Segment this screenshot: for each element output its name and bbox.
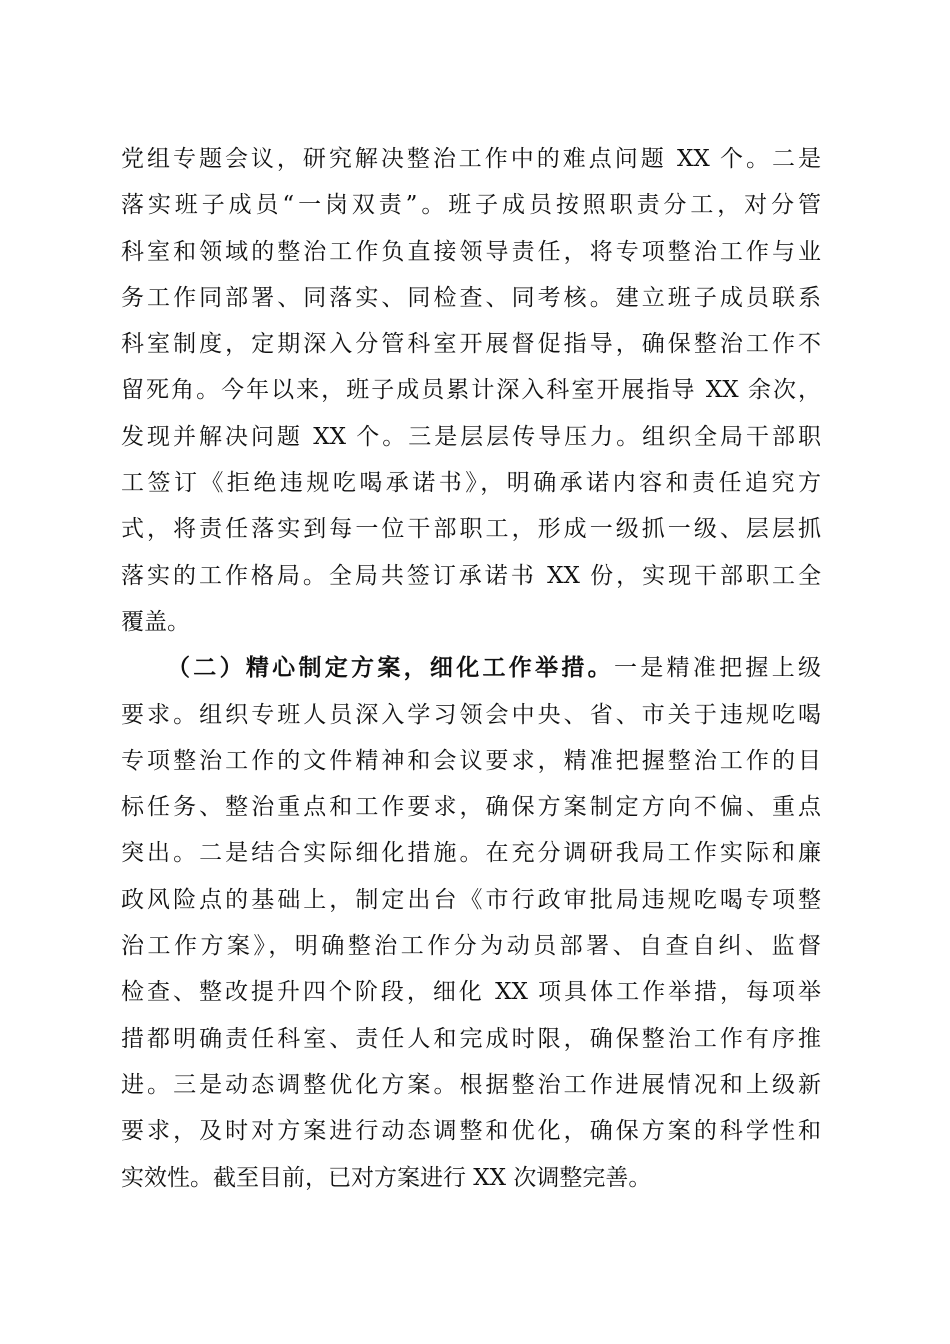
section-heading: （二）精心制定方案，细化工作举措。 [167, 654, 614, 682]
text-line: 突出。二是结合实际细化措施。在充分调研我局工作实际和廉 [121, 840, 821, 867]
text-line: 标任务、整治重点和工作要求，确保方案制定方向不偏、重点 [121, 794, 821, 821]
text-line: 科室制度，定期深入分管科室开展督促指导，确保整治工作不 [121, 331, 821, 358]
first-line-text: 一是精准把握上级 [613, 655, 822, 682]
paragraph-plan-formulation [121, 645, 821, 1201]
text-line: 措都明确责任科室、责任人和完成时限，确保整治工作有序推 [121, 1025, 821, 1052]
text-line: 落实的工作格局。全局共签订承诺书 XX 份，实现干部职工全 [121, 562, 821, 589]
text-line: 工签订《拒绝违规吃喝承诺书》，明确承诺内容和责任追究方 [121, 470, 821, 497]
text-line: 实效性。截至目前，已对方案进行 XX 次调整完善。 [121, 1164, 652, 1191]
text-line: 覆盖。 [121, 608, 190, 635]
paragraph-party-responsibility [121, 136, 821, 645]
text-line: 进。三是动态调整优化方案。根据整治工作进展情况和上级新 [121, 1071, 821, 1098]
text-line: 治工作方案》，明确整治工作分为动员部署、自查自纠、监督 [121, 933, 821, 960]
document-body [121, 136, 821, 1201]
text-line: 要求。组织专班人员深入学习领会中央、省、市关于违规吃喝 [121, 701, 821, 728]
text-line: 式，将责任落实到每一位干部职工，形成一级抓一级、层层抓 [121, 516, 821, 543]
text-line: 政风险点的基础上，制定出台《市行政审批局违规吃喝专项整 [121, 886, 821, 913]
text-line: 落实班子成员“一岗双责”。班子成员按照职责分工，对分管 [121, 192, 821, 219]
text-line: 专项整治工作的文件精神和会议要求，精准把握整治工作的目 [121, 747, 821, 774]
text-line: 留死角。今年以来，班子成员累计深入科室开展指导 XX 余次， [121, 377, 821, 404]
text-line: 科室和领域的整治工作负直接领导责任，将专项整治工作与业 [121, 238, 821, 265]
text-line: 要求，及时对方案进行动态调整和优化，确保方案的科学性和 [121, 1118, 821, 1145]
paragraph-first-line [121, 645, 821, 691]
text-line: 发现并解决问题 XX 个。三是层层传导压力。组织全局干部职 [121, 423, 821, 450]
text-line: 务工作同部署、同落实、同检查、同考核。建立班子成员联系 [121, 284, 821, 311]
text-line: 党组专题会议，研究解决整治工作中的难点问题 XX 个。二是 [121, 146, 821, 172]
text-line: 检查、整改提升四个阶段，细化 XX 项具体工作举措，每项举 [121, 979, 821, 1006]
